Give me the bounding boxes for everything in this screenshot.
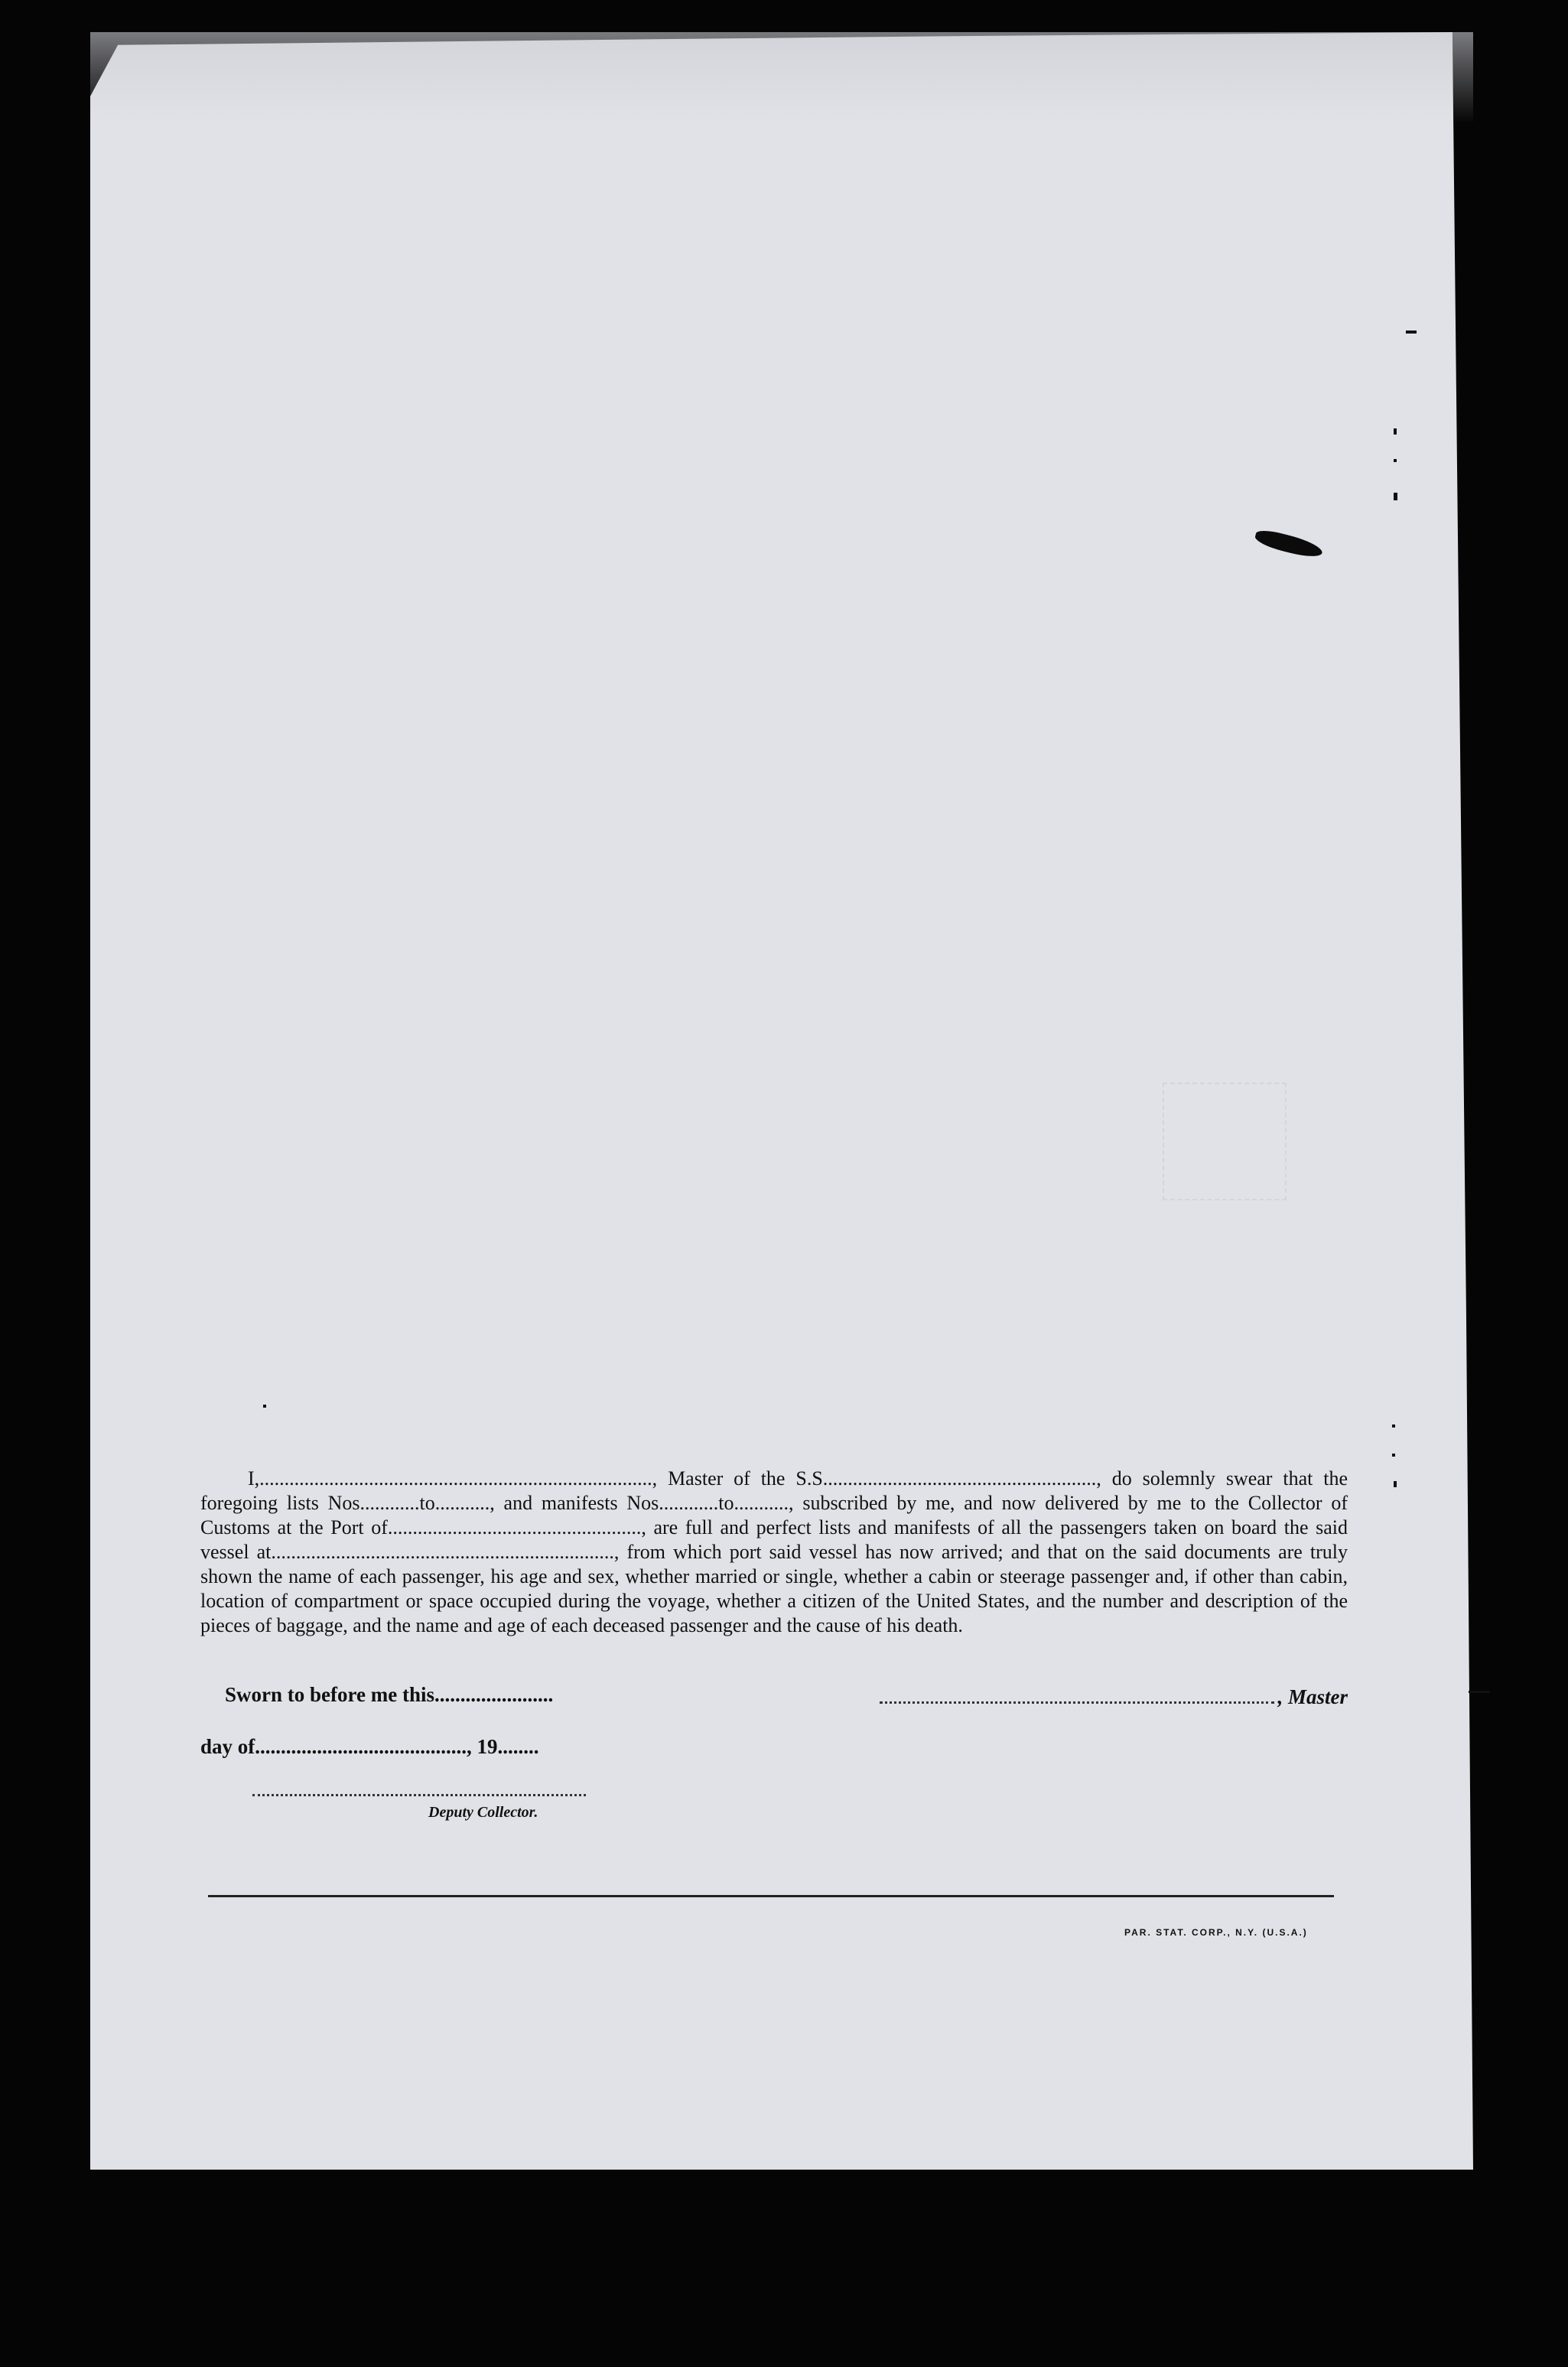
oath-vessel-blank: Master of the S.S....................................................... [657,1467,1097,1490]
oath-paragraph [200,1467,1348,1638]
oath-body: swear that the foregoing lists Nos............to..........., and manifests Nos............to..........., subscribed by me, and now delivered by me to the Collector of Customs at the Port of..................................................., are full and perfect lists and manifests of all the passengers taken on board the said vessel at....................................................................., from which port said vessel has now arrived; and that on the said documents are truly shown the name of each passenger, his age and sex, whether married or single, whether a cabin or steerage passenger and, if other than cabin, location of compartment or space occupied during the voyage, whether a citizen of the United States, and the number and description of the pieces of baggage, and the name and age of each deceased passenger and the cause of his death. [200,1467,1348,1636]
deputy-collector-signature-blank [252,1794,586,1796]
oath-solemnly: , do solemnly [1096,1467,1215,1490]
master-signature-line [880,1685,1348,1709]
faded-stamp [1163,1083,1287,1200]
deputy-collector-label: Deputy Collector. [428,1804,538,1821]
oath-master-name-blank: I,..............................................................................., [248,1467,658,1490]
printer-imprint: PAR. STAT. CORP., N.Y. (U.S.A.) [1124,1927,1308,1938]
master-label: , Master [1277,1685,1348,1708]
sworn-line: Sworn to before me this....................... [225,1683,554,1706]
master-signature-blank [880,1686,1274,1704]
horizontal-rule [208,1895,1334,1897]
day-of-line: day of........................................., 19........ [200,1735,539,1758]
